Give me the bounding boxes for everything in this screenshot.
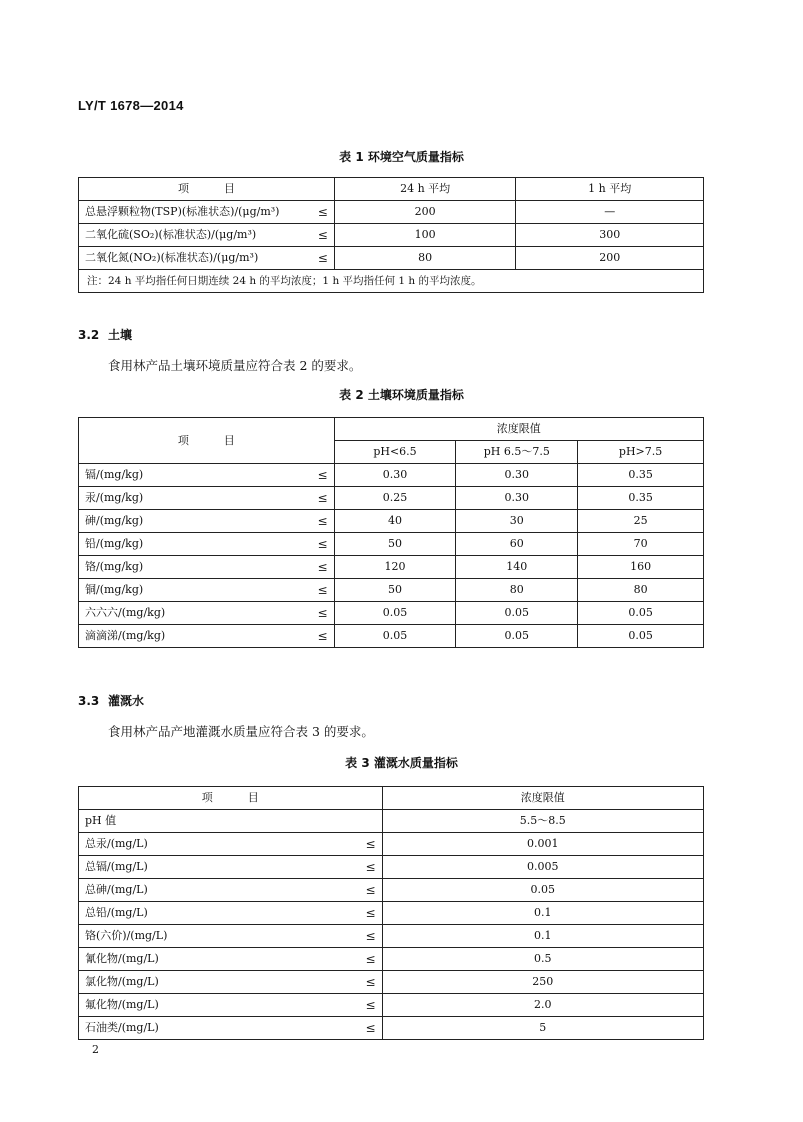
table2-subcol-ph-low: pH<6.5 bbox=[334, 441, 456, 464]
le-symbol: ≤ bbox=[317, 251, 328, 265]
le-symbol: ≤ bbox=[365, 952, 376, 966]
le-symbol: ≤ bbox=[365, 883, 376, 897]
table-row bbox=[79, 971, 704, 994]
table2-value-ph-high: 25 bbox=[578, 510, 704, 533]
table-row bbox=[79, 948, 704, 971]
section-title-text: 灌溉水 bbox=[108, 694, 145, 708]
section-number: 3.3 bbox=[78, 694, 100, 708]
table2-item-cell bbox=[79, 579, 335, 602]
table3-item-cell bbox=[79, 994, 383, 1017]
item-label: 二氧化氮(NO₂)(标准状态)/(μg/m³) bbox=[85, 251, 259, 264]
table2-item-cell bbox=[79, 602, 335, 625]
table1-col-24h: 24 h 平均 bbox=[334, 178, 516, 201]
le-symbol: ≤ bbox=[365, 929, 376, 943]
table3-limit-value: 0.1 bbox=[382, 925, 703, 948]
table2-value-ph-mid: 80 bbox=[456, 579, 578, 602]
table2-value-ph-mid: 0.30 bbox=[456, 464, 578, 487]
le-symbol: ≤ bbox=[365, 975, 376, 989]
table1-header-row bbox=[79, 178, 704, 201]
table2-col-limit: 浓度限值 bbox=[334, 418, 703, 441]
table2-value-ph-low: 40 bbox=[334, 510, 456, 533]
table1-24h-value: 200 bbox=[334, 201, 516, 224]
table2-value-ph-high: 70 bbox=[578, 533, 704, 556]
table3-col-item: 项 目 bbox=[79, 787, 383, 810]
table3-irrigation-water-quality bbox=[78, 786, 704, 1040]
section-3-3-paragraph: 食用林产品产地灌溉水质量应符合表 3 的要求。 bbox=[108, 724, 374, 739]
table2-value-ph-mid: 0.05 bbox=[456, 625, 578, 648]
table2-item-cell bbox=[79, 533, 335, 556]
le-symbol: ≤ bbox=[317, 537, 328, 551]
le-symbol: ≤ bbox=[317, 629, 328, 643]
table2-value-ph-high: 0.05 bbox=[578, 625, 704, 648]
table-row bbox=[79, 856, 704, 879]
le-symbol: ≤ bbox=[365, 837, 376, 851]
table2-value-ph-mid: 0.05 bbox=[456, 602, 578, 625]
le-symbol: ≤ bbox=[317, 468, 328, 482]
table1-col-item: 项 目 bbox=[79, 178, 335, 201]
table3-limit-value: 0.5 bbox=[382, 948, 703, 971]
item-label: 氰化物/(mg/L) bbox=[85, 952, 159, 965]
table2-value-ph-low: 50 bbox=[334, 579, 456, 602]
table3-limit-value: 5 bbox=[382, 1017, 703, 1040]
table1-item-cell bbox=[79, 201, 335, 224]
table2-item-cell bbox=[79, 510, 335, 533]
table3-header-row bbox=[79, 787, 704, 810]
table2-item-cell bbox=[79, 556, 335, 579]
table-row bbox=[79, 579, 704, 602]
table-row bbox=[79, 810, 704, 833]
item-label: 六六六/(mg/kg) bbox=[85, 606, 166, 619]
table-row bbox=[79, 625, 704, 648]
table1-24h-value: 80 bbox=[334, 247, 516, 270]
table-row bbox=[79, 902, 704, 925]
table3-col-limit: 浓度限值 bbox=[382, 787, 703, 810]
table1-air-quality bbox=[78, 177, 704, 293]
table3-limit-value: 0.05 bbox=[382, 879, 703, 902]
table2-col-item: 项 目 bbox=[79, 418, 335, 464]
item-label: 氯化物/(mg/L) bbox=[85, 975, 159, 988]
item-label: 铅/(mg/kg) bbox=[85, 537, 144, 550]
table1-item-cell bbox=[79, 224, 335, 247]
section-number: 3.2 bbox=[78, 328, 100, 342]
table2-item-cell bbox=[79, 625, 335, 648]
table3-item-cell bbox=[79, 833, 383, 856]
table1-1h-value: 300 bbox=[516, 224, 704, 247]
table-row bbox=[79, 533, 704, 556]
table-row bbox=[79, 247, 704, 270]
table-row bbox=[79, 201, 704, 224]
table2-value-ph-low: 0.05 bbox=[334, 602, 456, 625]
table2-value-ph-low: 0.30 bbox=[334, 464, 456, 487]
table1-item-cell bbox=[79, 247, 335, 270]
le-symbol: ≤ bbox=[317, 205, 328, 219]
table3-limit-value: 2.0 bbox=[382, 994, 703, 1017]
table2-value-ph-high: 0.05 bbox=[578, 602, 704, 625]
le-symbol: ≤ bbox=[317, 606, 328, 620]
item-label: 二氧化硫(SO₂)(标准状态)/(μg/m³) bbox=[85, 228, 257, 241]
table3-limit-value: 0.1 bbox=[382, 902, 703, 925]
table2-value-ph-high: 160 bbox=[578, 556, 704, 579]
table2-value-ph-low: 50 bbox=[334, 533, 456, 556]
le-symbol: ≤ bbox=[317, 560, 328, 574]
table3-item-cell bbox=[79, 879, 383, 902]
table1-note-row bbox=[79, 270, 704, 293]
table2-value-ph-mid: 30 bbox=[456, 510, 578, 533]
table1-1h-value: — bbox=[516, 201, 704, 224]
table3-item-cell bbox=[79, 971, 383, 994]
item-label: 总悬浮颗粒物(TSP)(标准状态)/(μg/m³) bbox=[85, 205, 280, 218]
table2-value-ph-high: 0.35 bbox=[578, 487, 704, 510]
table-row bbox=[79, 464, 704, 487]
table3-item-cell bbox=[79, 948, 383, 971]
table-row bbox=[79, 602, 704, 625]
table2-subcol-ph-high: pH>7.5 bbox=[578, 441, 704, 464]
table2-value-ph-low: 120 bbox=[334, 556, 456, 579]
le-symbol: ≤ bbox=[365, 998, 376, 1012]
table-row bbox=[79, 224, 704, 247]
table1-24h-value: 100 bbox=[334, 224, 516, 247]
table1-caption: 表 1 环境空气质量指标 bbox=[339, 150, 464, 164]
table2-value-ph-high: 80 bbox=[578, 579, 704, 602]
table-row bbox=[79, 556, 704, 579]
item-label: pH 值 bbox=[85, 814, 117, 827]
item-label: 氟化物/(mg/L) bbox=[85, 998, 159, 1011]
table-row bbox=[79, 994, 704, 1017]
table3-item-cell bbox=[79, 902, 383, 925]
item-label: 总汞/(mg/L) bbox=[85, 837, 148, 850]
item-label: 铜/(mg/kg) bbox=[85, 583, 144, 596]
item-label: 石油类/(mg/L) bbox=[85, 1021, 159, 1034]
table2-header-row bbox=[79, 418, 704, 441]
table-row bbox=[79, 833, 704, 856]
section-3-3-title bbox=[78, 692, 144, 709]
table-row bbox=[79, 487, 704, 510]
item-label: 铬(六价)/(mg/L) bbox=[85, 929, 168, 942]
le-symbol: ≤ bbox=[365, 906, 376, 920]
table3-limit-value: 250 bbox=[382, 971, 703, 994]
item-label: 总镉/(mg/L) bbox=[85, 860, 148, 873]
item-label: 总砷/(mg/L) bbox=[85, 883, 148, 896]
table2-value-ph-mid: 140 bbox=[456, 556, 578, 579]
section-title-text: 土壤 bbox=[108, 328, 133, 342]
table3-limit-value: 5.5～8.5 bbox=[382, 810, 703, 833]
table2-caption: 表 2 土壤环境质量指标 bbox=[339, 388, 464, 402]
table2-soil-quality bbox=[78, 417, 704, 648]
standard-code: LY/T 1678—2014 bbox=[78, 98, 184, 113]
section-3-2-paragraph: 食用林产品土壤环境质量应符合表 2 的要求。 bbox=[108, 358, 362, 373]
item-label: 铬/(mg/kg) bbox=[85, 560, 144, 573]
table2-value-ph-low: 0.25 bbox=[334, 487, 456, 510]
table-row bbox=[79, 879, 704, 902]
page-number: 2 bbox=[92, 1043, 99, 1056]
table3-item-cell bbox=[79, 925, 383, 948]
item-label: 汞/(mg/kg) bbox=[85, 491, 144, 504]
le-symbol: ≤ bbox=[317, 583, 328, 597]
table1-1h-value: 200 bbox=[516, 247, 704, 270]
table3-limit-value: 0.005 bbox=[382, 856, 703, 879]
item-label: 总铅/(mg/L) bbox=[85, 906, 148, 919]
table3-item-cell bbox=[79, 856, 383, 879]
table2-subcol-ph-mid: pH 6.5～7.5 bbox=[456, 441, 578, 464]
section-3-2-title bbox=[78, 326, 132, 343]
table1-note: 注：24 h 平均指任何日期连续 24 h 的平均浓度；1 h 平均指任何 1 h 的平均浓度。 bbox=[79, 270, 704, 293]
item-label: 滴滴涕/(mg/kg) bbox=[85, 629, 166, 642]
table2-value-ph-high: 0.35 bbox=[578, 464, 704, 487]
table2-item-cell bbox=[79, 464, 335, 487]
table2-value-ph-mid: 60 bbox=[456, 533, 578, 556]
le-symbol: ≤ bbox=[317, 491, 328, 505]
table1-col-1h: 1 h 平均 bbox=[516, 178, 704, 201]
le-symbol: ≤ bbox=[317, 514, 328, 528]
item-label: 砷/(mg/kg) bbox=[85, 514, 144, 527]
table-row bbox=[79, 925, 704, 948]
item-label: 镉/(mg/kg) bbox=[85, 468, 144, 481]
table3-item-cell bbox=[79, 810, 383, 833]
le-symbol: ≤ bbox=[365, 860, 376, 874]
table2-value-ph-mid: 0.30 bbox=[456, 487, 578, 510]
le-symbol: ≤ bbox=[317, 228, 328, 242]
le-symbol: ≤ bbox=[365, 1021, 376, 1035]
table3-caption: 表 3 灌溉水质量指标 bbox=[345, 756, 458, 770]
table3-limit-value: 0.001 bbox=[382, 833, 703, 856]
table3-item-cell bbox=[79, 1017, 383, 1040]
table-row bbox=[79, 1017, 704, 1040]
table2-value-ph-low: 0.05 bbox=[334, 625, 456, 648]
table2-item-cell bbox=[79, 487, 335, 510]
table-row bbox=[79, 510, 704, 533]
